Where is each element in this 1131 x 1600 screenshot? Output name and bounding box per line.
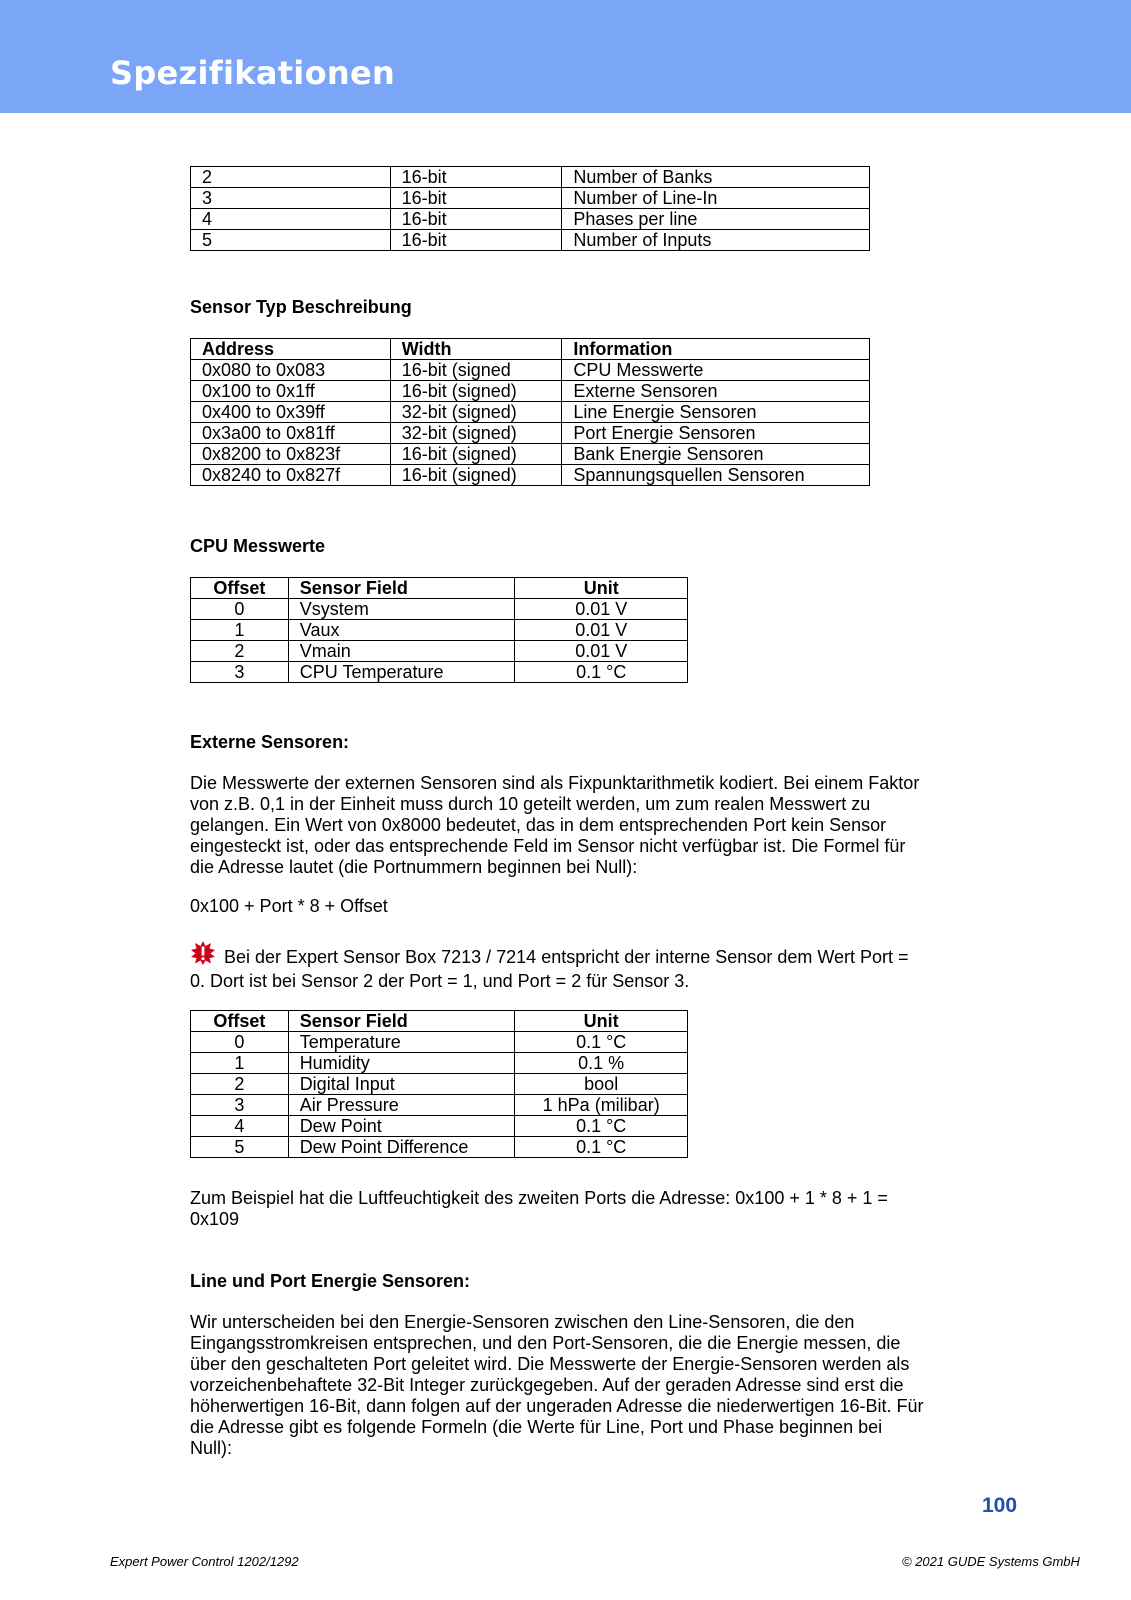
- table-row: [191, 423, 870, 444]
- table-cell: 1: [191, 620, 289, 641]
- table-cell: 4: [191, 1116, 289, 1137]
- table-row: [191, 465, 870, 486]
- table-cell: 2: [191, 167, 391, 188]
- example-paragraph: Zum Beispiel hat die Luftfeuchtigkeit des zweiten Ports die Adresse: 0x100 + 1 * 8 + 1 = 0x109: [190, 1188, 888, 1229]
- table-cell: 3: [191, 188, 391, 209]
- extern-paragraph: Die Messwerte der externen Sensoren sind als Fixpunktarithmetik kodiert. Bei einem Faktor von z.B. 0,1 in der Einheit muss durch 10 geteilt werden, um zum realen Messwert zu gelangen. Ein Wert von 0x8000 bedeutet, das in dem entsprechenden Port kein Sensor eingesteckt ist, oder das entsprechende Feld im Sensor nicht verfügbar ist. Die Formel für die Adresse lautet (die Portnummern beginnen bei Null):: [190, 773, 920, 877]
- table-cell: Number of Banks: [562, 167, 870, 188]
- table-row: [191, 1032, 688, 1053]
- table-cell: 1: [191, 1053, 289, 1074]
- table-cell: Line Energie Sensoren: [562, 402, 870, 423]
- column-header-sensor-field: Sensor Field: [288, 1011, 515, 1032]
- table-cell: 0.01 V: [515, 641, 688, 662]
- table-cell: 16-bit: [390, 209, 562, 230]
- table-cell: 16-bit: [390, 167, 562, 188]
- table-cell: 0.01 V: [515, 599, 688, 620]
- table-cell: 16-bit (signed): [390, 444, 562, 465]
- footer-copyright: © 2021 GUDE Systems GmbH: [902, 1554, 1080, 1569]
- header-banner: [0, 0, 1131, 113]
- page-title: Spezifikationen: [110, 54, 396, 92]
- extern-heading: Externe Sensoren:: [190, 732, 350, 752]
- table-cell: Vsystem: [288, 599, 515, 620]
- table-cell: 0x3a00 to 0x81ff: [191, 423, 391, 444]
- table-cell: 3: [191, 662, 289, 683]
- table-cell: 2: [191, 1074, 289, 1095]
- table-cell: Externe Sensoren: [562, 381, 870, 402]
- table-cell: 0x100 to 0x1ff: [191, 381, 391, 402]
- table-cell: 4: [191, 209, 391, 230]
- table-cell: 16-bit (signed: [390, 360, 562, 381]
- warning-icon: [190, 940, 216, 971]
- address-formula: 0x100 + Port * 8 + Offset: [190, 896, 388, 916]
- table-cell: 0x8240 to 0x827f: [191, 465, 391, 486]
- table-cell: Number of Inputs: [562, 230, 870, 251]
- table-cell: 0.1 %: [515, 1053, 688, 1074]
- table-row: [191, 1095, 688, 1116]
- table-row: [191, 444, 870, 465]
- table-row: [191, 360, 870, 381]
- column-header-offset: Offset: [191, 578, 289, 599]
- table-cell: 5: [191, 1137, 289, 1158]
- table-cell: bool: [515, 1074, 688, 1095]
- table-cell: 0x080 to 0x083: [191, 360, 391, 381]
- table-row: [191, 599, 688, 620]
- column-header-sensor-field: Sensor Field: [288, 578, 515, 599]
- table-row: [191, 167, 870, 188]
- table-cell: Port Energie Sensoren: [562, 423, 870, 444]
- page-number: 100: [982, 1494, 1018, 1517]
- table-cell: 0.1 °C: [515, 662, 688, 683]
- column-header-address: Address: [191, 339, 391, 360]
- table-cell: Digital Input: [288, 1074, 515, 1095]
- table-cell: Bank Energie Sensoren: [562, 444, 870, 465]
- table-cell: 16-bit: [390, 188, 562, 209]
- note-text: Bei der Expert Sensor Box 7213 / 7214 entspricht der interne Sensor dem Wert Port = 0. Dort ist bei Sensor 2 der Port = 1, und Port = 2 für Sensor 3.: [190, 947, 909, 991]
- note-paragraph: [190, 940, 925, 992]
- table-row: [191, 1116, 688, 1137]
- table-row: [191, 209, 870, 230]
- sensor-typ-table: [190, 338, 870, 486]
- table-row: [191, 662, 688, 683]
- line-port-heading: Line und Port Energie Sensoren:: [190, 1271, 471, 1291]
- table-row: [191, 1053, 688, 1074]
- table-row: [191, 1074, 688, 1095]
- table-cell: Spannungsquellen Sensoren: [562, 465, 870, 486]
- table-cell: 16-bit (signed): [390, 381, 562, 402]
- table-cell: Phases per line: [562, 209, 870, 230]
- table-cell: 0: [191, 599, 289, 620]
- table-cell: Humidity: [288, 1053, 515, 1074]
- table-cell: 32-bit (signed): [390, 402, 562, 423]
- table-cell: Dew Point Difference: [288, 1137, 515, 1158]
- table-row: [191, 188, 870, 209]
- table-row: [191, 381, 870, 402]
- footer-product: Expert Power Control 1202/1292: [110, 1554, 299, 1569]
- extern-table: [190, 1010, 688, 1158]
- table-cell: 0: [191, 1032, 289, 1053]
- table-cell: 0x8200 to 0x823f: [191, 444, 391, 465]
- table-cell: 16-bit: [390, 230, 562, 251]
- column-header-offset: Offset: [191, 1011, 289, 1032]
- table-cell: 32-bit (signed): [390, 423, 562, 444]
- table-cell: Temperature: [288, 1032, 515, 1053]
- table-row: [191, 230, 870, 251]
- table-cell: Number of Line-In: [562, 188, 870, 209]
- table-cell: Vaux: [288, 620, 515, 641]
- table-cell: 0x400 to 0x39ff: [191, 402, 391, 423]
- table-cell: 5: [191, 230, 391, 251]
- banks-table: [190, 166, 870, 251]
- table-cell: Dew Point: [288, 1116, 515, 1137]
- table-cell: Vmain: [288, 641, 515, 662]
- column-header-width: Width: [390, 339, 562, 360]
- cpu-heading: CPU Messwerte: [190, 536, 326, 556]
- table-cell: 1 hPa (milibar): [515, 1095, 688, 1116]
- table-cell: 0.1 °C: [515, 1137, 688, 1158]
- table-cell: 2: [191, 641, 289, 662]
- table-row: [191, 402, 870, 423]
- table-cell: Air Pressure: [288, 1095, 515, 1116]
- table-row: [191, 1137, 688, 1158]
- table-row: [191, 641, 688, 662]
- line-port-paragraph: Wir unterscheiden bei den Energie-Sensoren zwischen den Line-Sensoren, die den Eingangsstromkreisen entsprechen, und den Port-Sensoren, die die Energie messen, die über den geschalteten Port geleitet wird. Die Messwerte der Energie-Sensoren werden als vorzeichenbehaftete 32-Bit Integer zurückgegeben. Auf der geraden Adresse sind erst die höherwertigen 16-Bit, dann folgen auf der ungeraden Adresse die niederwertigen 16-Bit. Für die Adresse gibt es folgende Formeln (die Werte für Line, Port und Phase beginnen bei Null):: [190, 1312, 924, 1458]
- column-header-unit: Unit: [515, 1011, 688, 1032]
- table-row: [191, 620, 688, 641]
- table-cell: 0.1 °C: [515, 1032, 688, 1053]
- table-cell: 0.1 °C: [515, 1116, 688, 1137]
- table-cell: 3: [191, 1095, 289, 1116]
- column-header-information: Information: [562, 339, 870, 360]
- table-cell: 0.01 V: [515, 620, 688, 641]
- column-header-unit: Unit: [515, 578, 688, 599]
- cpu-table: [190, 577, 688, 683]
- sensor-typ-heading: Sensor Typ Beschreibung: [190, 297, 412, 317]
- table-cell: CPU Messwerte: [562, 360, 870, 381]
- table-cell: CPU Temperature: [288, 662, 515, 683]
- table-cell: 16-bit (signed): [390, 465, 562, 486]
